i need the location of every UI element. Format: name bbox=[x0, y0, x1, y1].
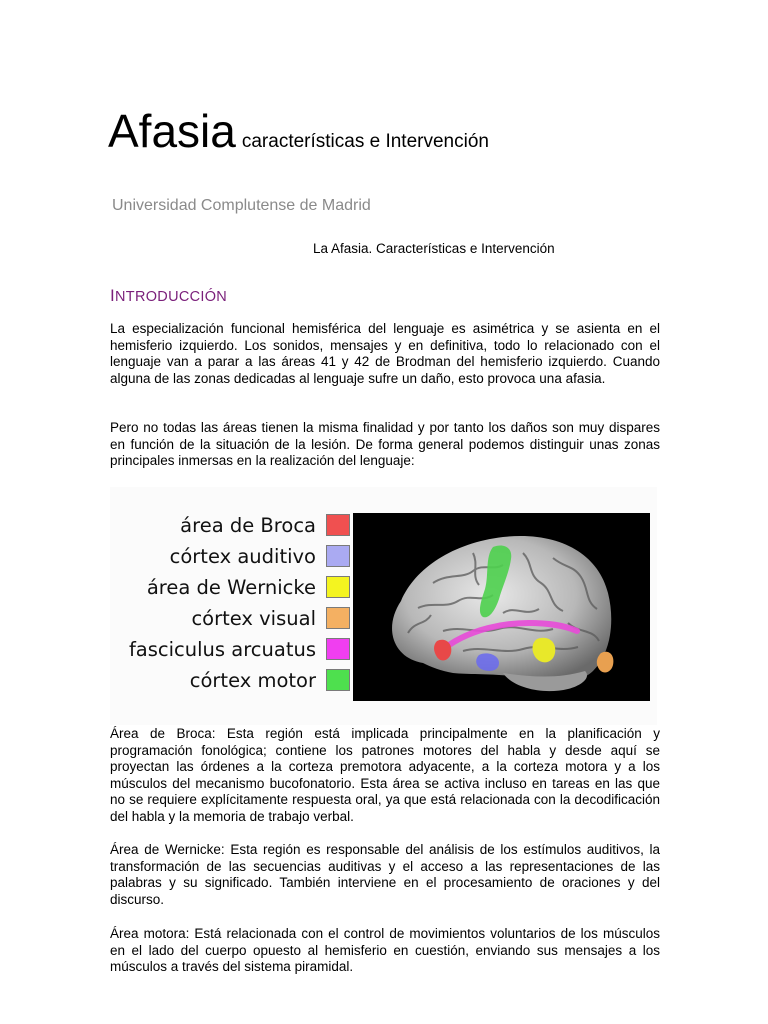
title-subtitle: características e Intervención bbox=[241, 131, 489, 152]
brain-areas-figure bbox=[110, 487, 657, 725]
legend-swatch bbox=[326, 638, 350, 660]
legend-label: córtex visual bbox=[191, 606, 316, 630]
paragraph-wernicke: Área de Wernicke: Esta región es responsable del análisis de los estímulos auditivos, la transformación de las secuencias auditivas y el acceso a las representaciones de las palabras y su significado. También interviene en el procesamiento de oraciones y del discurso. bbox=[110, 842, 660, 907]
document-title bbox=[108, 105, 489, 157]
university-name: Universidad Complutense de Madrid bbox=[112, 197, 371, 214]
legend-label: área de Wernicke bbox=[146, 575, 316, 599]
legend-label: fasciculus arcuatus bbox=[128, 637, 316, 661]
legend-swatch bbox=[326, 514, 350, 536]
brain-illustration bbox=[353, 513, 650, 701]
section-heading bbox=[110, 286, 227, 306]
legend-item bbox=[110, 571, 350, 603]
title-main: Afasia bbox=[108, 105, 236, 157]
legend-item bbox=[110, 633, 350, 665]
brain-image bbox=[353, 513, 650, 701]
legend-item bbox=[110, 509, 350, 541]
legend-swatch bbox=[326, 607, 350, 629]
legend-label: córtex motor bbox=[189, 668, 316, 692]
section-heading-initial: I bbox=[110, 286, 116, 305]
legend-swatch bbox=[326, 669, 350, 691]
legend-swatch bbox=[326, 576, 350, 598]
legend-label: córtex auditivo bbox=[169, 544, 316, 568]
section-heading-rest: NTRODUCCIÓN bbox=[115, 289, 228, 305]
paragraph-broca: Área de Broca: Esta región está implicada principalmente en la planificación y programación fonológica; contiene los patrones motores del habla y desde aquí se proyectan las órdenes a la corteza premotora adyacente, a la corteza motora y a los músculos del mecanismo bucofonatorio. Esta área se activa incluso en tareas en las que no se requiere explícitamente respuesta oral, ya que está relacionada con la decodificación del habla y la memoria de trabajo verbal. bbox=[110, 726, 660, 824]
legend-item bbox=[110, 664, 350, 696]
legend-swatch bbox=[326, 545, 350, 567]
paragraph-motora: Área motora: Está relacionada con el control de movimientos voluntarios de los músculos en el lado del cuerpo opuesto al hemisferio en cuestión, enviando sus mensajes a los músculos a través del sistema piramidal. bbox=[110, 926, 660, 975]
legend-item bbox=[110, 602, 350, 634]
paragraph-intro-2: Pero no todas las áreas tienen la misma finalidad y por tanto los daños son muy dispares en función de la situación de la lesión. De forma general podemos distinguir unas zonas principales inmersas en la realización del lenguaje: bbox=[110, 420, 660, 469]
running-head: La Afasia. Características e Intervención bbox=[313, 241, 555, 256]
legend-label: área de Broca bbox=[180, 513, 316, 537]
legend-item bbox=[110, 540, 350, 572]
paragraph-intro-1: La especialización funcional hemisférica del lenguaje es asimétrica y se asienta en el hemisferio izquierdo. Los sonidos, mensajes y en definitiva, todo lo relacionado con el lenguaje van a parar a las áreas 41 y 42 de Brodman del hemisferio izquierdo. Cuando alguna de las zonas dedicadas al lenguaje sufre un daño, esto provoca una afasia. bbox=[110, 321, 660, 386]
